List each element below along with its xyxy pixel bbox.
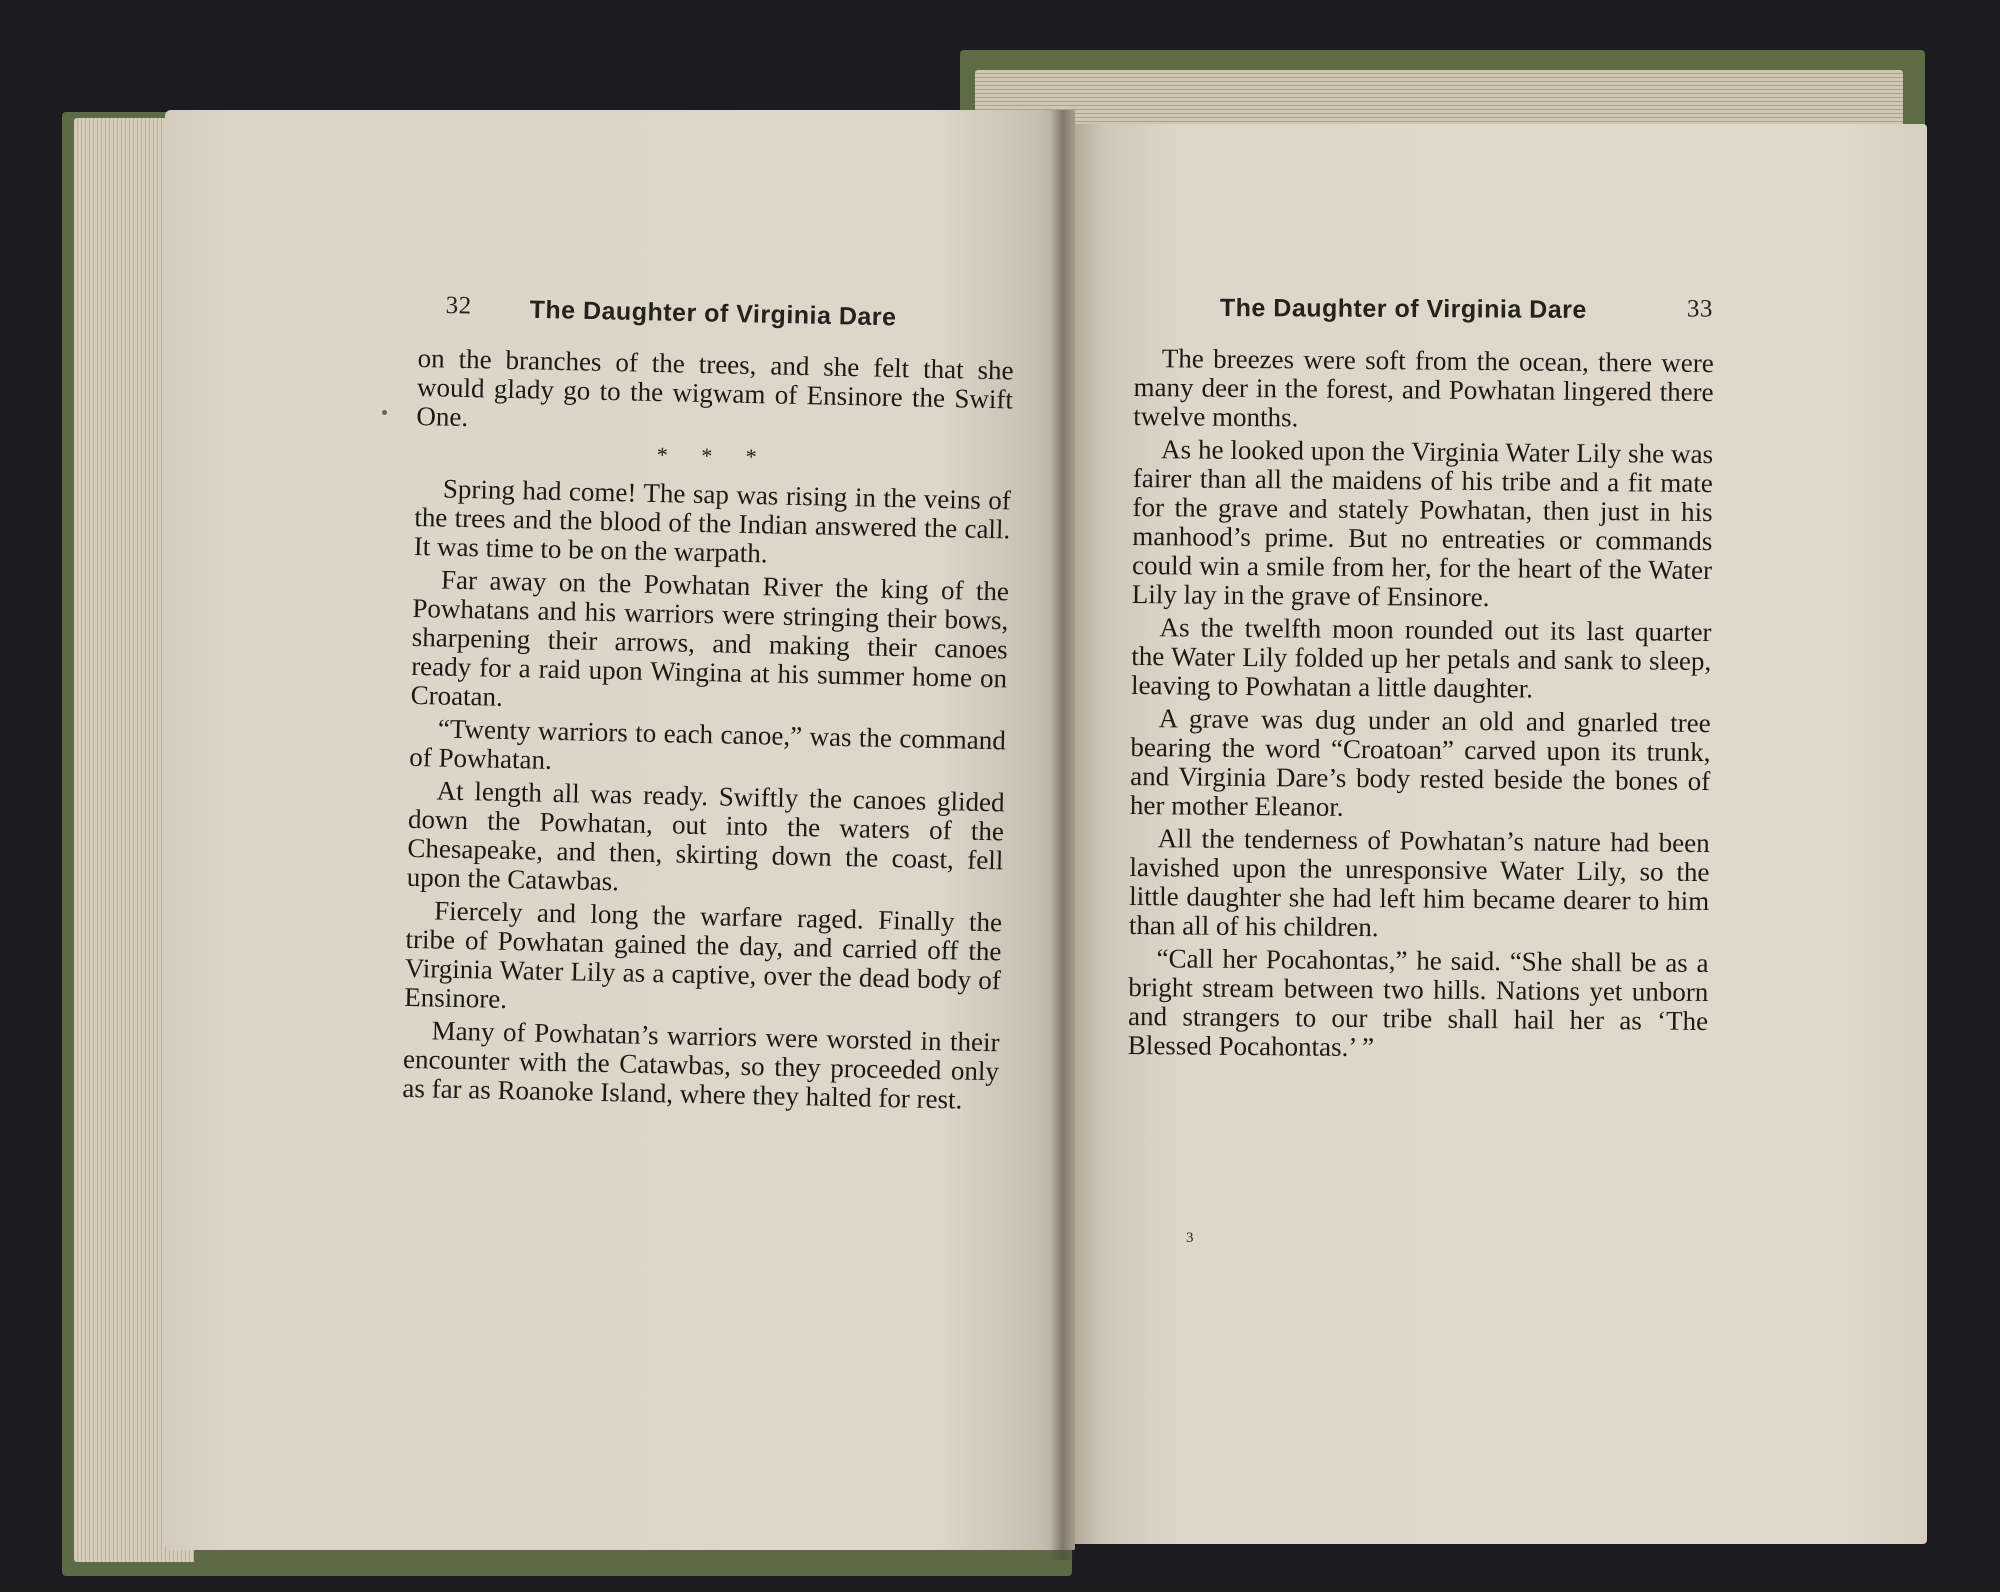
right-page-body bbox=[1128, 344, 1714, 1069]
paragraph: Many of Powhatan’s warriors were worsted in their encounter with the Catawbas, so they proceeded only as far as Roanoke Island, where they halted for rest. bbox=[402, 1015, 1000, 1115]
paragraph: “Twenty warriors to each canoe,” was the command of Powhatan. bbox=[409, 713, 1007, 775]
ink-speck bbox=[382, 410, 387, 415]
paragraph: All the tenderness of Powhatan’s nature had been lavished upon the unresponsive Water Lily, so the little daughter she had left him became dearer to him than all of his children. bbox=[1128, 823, 1710, 943]
signature-mark: 3 bbox=[1186, 1230, 1194, 1246]
paragraph: “Call her Pocahontas,” he said. “She shall be as a bright stream between two hills. Nations yet unborn and strangers to our tribe shall hail her as ‘The Blessed Pocahontas.’ ” bbox=[1127, 943, 1709, 1063]
paragraph: Far away on the Powhatan River the king of the Powhatans and his warriors were stringing their bows, sharpening their arrows, and making their canoes ready for a raid upon Wingina at his summer home on Croatan. bbox=[410, 564, 1010, 712]
paragraph: As he looked upon the Virginia Water Lily she was fairer than all the maidens of his tribe and a fit mate for the grave and stately Powhatan, then just in his manhood’s prime. But no entreaties or commands could win a smile from her, for the heart of the Water Lily lay in the grave of Ensinore. bbox=[1131, 434, 1714, 613]
paragraph: The breezes were soft from the ocean, there were many deer in the forest, and Powhatan lingered there twelve months. bbox=[1133, 343, 1714, 433]
paragraph: At length all was ready. Swiftly the canoes glided down the Powhatan, out into the waters of the Chesapeake, and then, skirting down the coast, fell upon the Catawbas. bbox=[406, 775, 1005, 897]
paragraph: As the twelfth moon rounded out its last quarter the Water Lily folded up her petals and sank to sleep, leaving to Powhatan a little daughter. bbox=[1130, 612, 1712, 704]
left-page-body bbox=[402, 344, 1014, 1119]
right-page-number: 33 bbox=[1686, 295, 1713, 323]
left-page-number: 32 bbox=[445, 292, 472, 320]
right-running-title: The Daughter of Virginia Dare bbox=[1219, 294, 1587, 324]
paragraph: A grave was dug under an old and gnarled tree bearing the word “Croatoan” carved upon its trunk, and Virginia Dare’s body rested beside the bones of her mother Eleanor. bbox=[1129, 703, 1711, 822]
section-break: * * * bbox=[656, 442, 771, 470]
left-running-title: The Daughter of Virginia Dare bbox=[529, 295, 897, 332]
book-gutter bbox=[1050, 110, 1076, 1560]
paragraph: on the branches of the trees, and she felt that she would glady go to the wigwam of Ensinore the Swift One. bbox=[416, 343, 1014, 433]
paragraph: Spring had come! The sap was rising in the veins of the trees and the blood of the Indian answered the call. It was time to be on the warpath. bbox=[413, 473, 1012, 569]
paragraph: Fiercely and long the warfare raged. Finally the tribe of Powhatan gained the day, and carried off the Virginia Water Lily as a captive, over the dead body of Ensinore. bbox=[404, 895, 1003, 1015]
